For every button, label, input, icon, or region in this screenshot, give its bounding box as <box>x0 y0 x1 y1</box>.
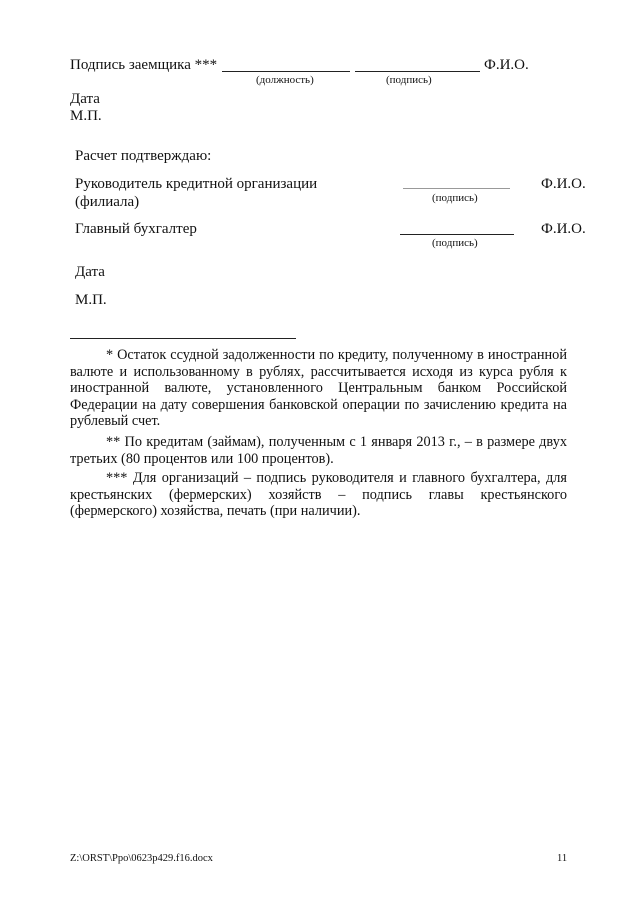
accountant-label: Главный бухгалтер <box>75 221 197 237</box>
accountant-signature-caption: (подпись) <box>432 237 478 249</box>
footnote-3: *** Для организаций – подпись руководителя и главного бухгалтера, для крестьянских (фермерских) хозяйств – подпись главы крестьянского (фермерского) хозяйства, печать (при наличии). <box>70 470 567 520</box>
stamp-label: М.П. <box>70 108 102 124</box>
accountant-signature-line <box>400 234 514 235</box>
borrower-signature-label: Подпись заемщика *** <box>70 57 218 73</box>
footnote-1: * Остаток ссудной задолженности по кредиту, полученному в иностранной валюте и использованному в рублях, рассчитывается исходя из курса рубля к иностранной валюте, установленного Центральным банком Российской Федерации на дату совершения банковской операции по зачислению кредита на рублевый счет. <box>70 347 567 430</box>
head-signature-line <box>403 188 510 189</box>
head-fio: Ф.И.О. <box>541 176 586 192</box>
head-label-line1: Руководитель кредитной организации <box>75 176 318 192</box>
file-path: Z:\ORST\Ppo\0623p429.f16.docx <box>70 853 213 864</box>
borrower-fio: Ф.И.О. <box>484 57 529 73</box>
footnote-2: ** По кредитам (займам), полученным с 1 января 2013 г., – в размере двух третьих (80 процентов или 100 процентов). <box>70 434 567 467</box>
footnote-separator <box>70 338 296 339</box>
date-label-2: Дата <box>75 264 105 280</box>
position-line <box>222 71 350 72</box>
date-label: Дата <box>70 91 100 107</box>
stamp-label-2: М.П. <box>75 292 107 308</box>
page-number: 11 <box>557 853 568 864</box>
head-label-line2: (филиала) <box>75 194 140 210</box>
borrower-signature-line <box>355 71 480 72</box>
position-caption: (должность) <box>256 74 314 86</box>
borrower-signature-caption: (подпись) <box>386 74 432 86</box>
head-signature-caption: (подпись) <box>432 192 478 204</box>
accountant-fio: Ф.И.О. <box>541 221 586 237</box>
confirm-label: Расчет подтверждаю: <box>75 148 212 164</box>
